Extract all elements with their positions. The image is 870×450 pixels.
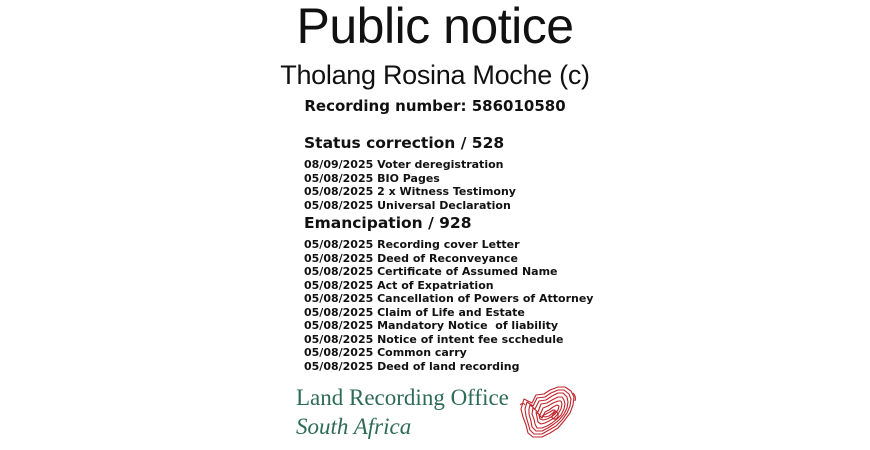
list-item: 05/08/2025 Mandatory Notice of liability bbox=[304, 319, 559, 332]
notice-title: Public notice bbox=[296, 0, 574, 54]
entry-list bbox=[304, 158, 704, 212]
list-item: 05/08/2025 BIO Pages bbox=[304, 171, 440, 185]
south-africa-map-fingerprint-icon bbox=[518, 385, 580, 442]
list-item: 05/08/2025 Common carry bbox=[304, 346, 467, 359]
entry-list bbox=[304, 238, 704, 373]
list-item: 05/08/2025 Recording cover Letter bbox=[304, 238, 520, 251]
section-status-correction bbox=[304, 133, 704, 212]
list-item: 08/09/2025 Voter deregistration bbox=[304, 158, 504, 171]
list-item: 05/08/2025 Act of Expatriation bbox=[304, 278, 494, 292]
list-item: 05/08/2025 2 x Witness Testimony bbox=[304, 185, 516, 198]
list-item: 05/08/2025 Claim of Life and Estate bbox=[304, 305, 525, 319]
notice-sections bbox=[304, 133, 704, 373]
list-item: 05/08/2025 Certificate of Assumed Name bbox=[304, 265, 558, 278]
recording-number: Recording number: 586010580 bbox=[304, 97, 566, 115]
section-heading: Status correction / 528 bbox=[304, 134, 505, 152]
notice-person-name: Tholang Rosina Moche (c) bbox=[280, 60, 590, 90]
office-footer bbox=[296, 385, 616, 445]
section-heading: Emancipation / 928 bbox=[304, 214, 472, 232]
office-country: South Africa bbox=[296, 414, 412, 439]
list-item: 05/08/2025 Universal Declaration bbox=[304, 198, 511, 212]
office-name: Land Recording Office bbox=[296, 385, 509, 410]
list-item: 05/08/2025 Cancellation of Powers of Attorney bbox=[304, 292, 594, 305]
list-item: 05/08/2025 Notice of intent fee scchedule bbox=[304, 332, 564, 346]
list-item: 05/08/2025 Deed of Reconveyance bbox=[304, 251, 518, 265]
list-item: 05/08/2025 Deed of land recording bbox=[304, 359, 520, 373]
section-emancipation bbox=[304, 213, 704, 373]
